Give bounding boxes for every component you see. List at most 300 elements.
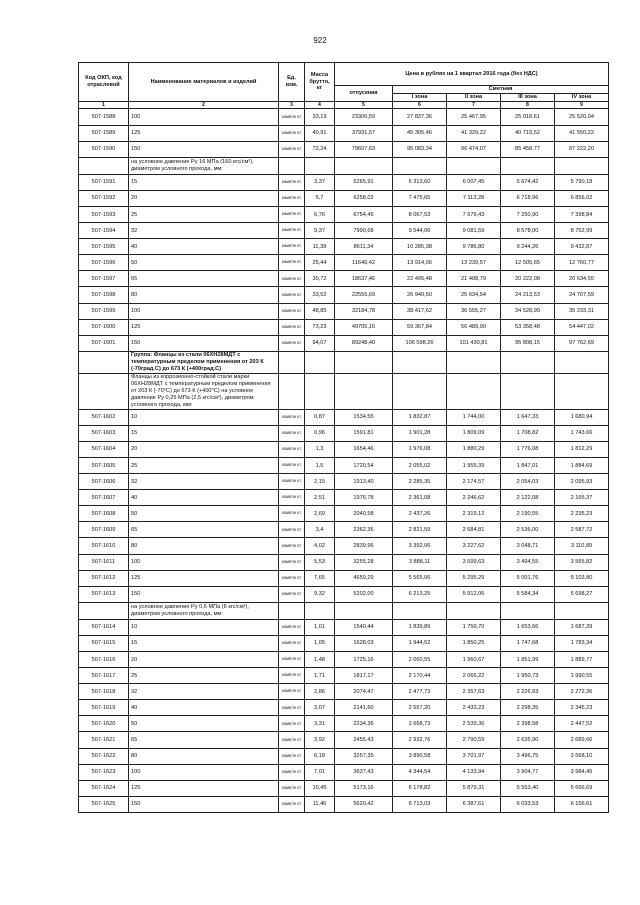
page-number: 922 xyxy=(313,36,327,45)
cell-zone2: 3 227,62 xyxy=(447,538,501,554)
table-row xyxy=(79,223,609,239)
cell-zone4: 2 587,72 xyxy=(555,522,609,538)
column-number: 9 xyxy=(555,101,609,109)
cell-mass: 11,46 xyxy=(305,796,335,812)
cell-zone3: 53 358,48 xyxy=(501,319,555,335)
empty-cell xyxy=(447,157,501,174)
cell-zone3: 1 653,66 xyxy=(501,619,555,635)
column-number: 1 xyxy=(79,101,129,109)
cell-release: 49705,16 xyxy=(335,319,393,335)
cell-name: 40 xyxy=(129,239,279,255)
cell-zone3: 40 719,52 xyxy=(501,125,555,141)
cell-name: 100 xyxy=(129,303,279,319)
table-row xyxy=(79,796,609,812)
empty-cell xyxy=(335,351,393,373)
cell-name: 25 xyxy=(129,457,279,473)
cell-unit: компле кт xyxy=(279,684,305,700)
cell-code: 507-1619 xyxy=(79,700,129,716)
cell-zone2: 41 329,22 xyxy=(447,125,501,141)
header-price: Цена в рублях на 1 квартал 2016 года (без НДС) xyxy=(335,63,609,86)
header-zone2: II зона xyxy=(447,94,501,102)
cell-name: 25 xyxy=(129,668,279,684)
cell-code: 507-1613 xyxy=(79,586,129,602)
cell-mass: 5,53 xyxy=(305,554,335,570)
table-row xyxy=(79,206,609,222)
cell-zone3: 2 190,55 xyxy=(501,506,555,522)
cell-code: 507-1610 xyxy=(79,538,129,554)
cell-zone1: 22 495,48 xyxy=(393,271,447,287)
cell-code: 507-1592 xyxy=(79,190,129,206)
cell-unit: компле кт xyxy=(279,506,305,522)
cell-zone2: 1 809,09 xyxy=(447,425,501,441)
cell-unit: компле кт xyxy=(279,190,305,206)
cell-release: 2839,96 xyxy=(335,538,393,554)
table-row xyxy=(79,125,609,141)
cell-unit: компле кт xyxy=(279,586,305,602)
empty-cell xyxy=(335,157,393,174)
cell-unit: компле кт xyxy=(279,700,305,716)
cell-release: 37931,57 xyxy=(335,125,393,141)
table-row xyxy=(79,619,609,635)
table-row xyxy=(79,141,609,157)
cell-zone1: 4 344,54 xyxy=(393,764,447,780)
cell-unit: компле кт xyxy=(279,303,305,319)
empty-cell xyxy=(335,373,393,409)
cell-code: 507-1598 xyxy=(79,287,129,303)
table-row xyxy=(79,174,609,190)
table-row xyxy=(79,570,609,586)
table-row xyxy=(79,506,609,522)
cell-unit: компле кт xyxy=(279,441,305,457)
cell-mass: 73,23 xyxy=(305,319,335,335)
cell-name: 100 xyxy=(129,109,279,125)
cell-zone1: 2 060,55 xyxy=(393,651,447,667)
cell-zone2: 1 880,29 xyxy=(447,441,501,457)
cell-unit: компле кт xyxy=(279,635,305,651)
cell-unit: компле кт xyxy=(279,619,305,635)
table-row xyxy=(79,239,609,255)
empty-cell xyxy=(555,373,609,409)
cell-zone2: 1 850,25 xyxy=(447,635,501,651)
cell-name: 50 xyxy=(129,506,279,522)
cell-code: 507-1607 xyxy=(79,490,129,506)
empty-cell xyxy=(79,373,129,409)
header-zone1: I зона xyxy=(393,94,447,102)
cell-zone3: 1 776,08 xyxy=(501,441,555,457)
cell-zone3: 1 950,73 xyxy=(501,668,555,684)
cell-zone2: 7 113,28 xyxy=(447,190,501,206)
cell-unit: компле кт xyxy=(279,239,305,255)
cell-zone3: 2 054,03 xyxy=(501,474,555,490)
cell-zone4: 87 222,20 xyxy=(555,141,609,157)
cell-release: 11649,42 xyxy=(335,255,393,271)
cell-zone1: 2 437,26 xyxy=(393,506,447,522)
column-number: 6 xyxy=(393,101,447,109)
cell-unit: компле кт xyxy=(279,651,305,667)
cell-zone1: 2 477,73 xyxy=(393,684,447,700)
cell-unit: компле кт xyxy=(279,141,305,157)
cell-mass: 30,72 xyxy=(305,271,335,287)
cell-zone4: 5 698,27 xyxy=(555,586,609,602)
cell-release: 4659,29 xyxy=(335,570,393,586)
cell-unit: компле кт xyxy=(279,409,305,425)
cell-code: 507-1599 xyxy=(79,303,129,319)
cell-unit: компле кт xyxy=(279,125,305,141)
cell-zone3: 1 847,01 xyxy=(501,457,555,473)
cell-code: 507-1614 xyxy=(79,619,129,635)
cell-unit: компле кт xyxy=(279,570,305,586)
cell-zone4: 2 272,36 xyxy=(555,684,609,700)
column-number: 2 xyxy=(129,101,279,109)
cell-name: 50 xyxy=(129,255,279,271)
cell-release: 23306,59 xyxy=(335,109,393,125)
table-row xyxy=(79,474,609,490)
cell-release: 6754,46 xyxy=(335,206,393,222)
empty-cell xyxy=(501,373,555,409)
cell-code: 507-1597 xyxy=(79,271,129,287)
cell-zone3: 5 674,42 xyxy=(501,174,555,190)
cell-zone2: 1 744,00 xyxy=(447,409,501,425)
cell-code: 507-1605 xyxy=(79,457,129,473)
empty-cell xyxy=(393,602,447,619)
cell-unit: компле кт xyxy=(279,490,305,506)
cell-mass: 2,51 xyxy=(305,490,335,506)
cell-release: 1913,40 xyxy=(335,474,393,490)
table-row xyxy=(79,271,609,287)
cell-code: 507-1604 xyxy=(79,441,129,457)
table-row xyxy=(79,190,609,206)
cell-code: 507-1615 xyxy=(79,635,129,651)
cell-name: 50 xyxy=(129,716,279,732)
cell-zone1: 2 055,02 xyxy=(393,457,447,473)
cell-release: 6258,02 xyxy=(335,190,393,206)
cell-name: 25 xyxy=(129,206,279,222)
cell-zone2: 6 387,61 xyxy=(447,796,501,812)
cell-zone4: 1 680,94 xyxy=(555,409,609,425)
cell-zone4: 2 165,37 xyxy=(555,490,609,506)
cell-zone2: 7 676,43 xyxy=(447,206,501,222)
cell-code: 507-1591 xyxy=(79,174,129,190)
cell-unit: компле кт xyxy=(279,780,305,796)
cell-code: 507-1618 xyxy=(79,684,129,700)
table-row xyxy=(79,748,609,764)
cell-zone1: 2 285,35 xyxy=(393,474,447,490)
cell-mass: 3,92 xyxy=(305,732,335,748)
cell-zone1: 13 914,06 xyxy=(393,255,447,271)
table-row xyxy=(79,255,609,271)
cell-name: 65 xyxy=(129,522,279,538)
empty-cell xyxy=(279,602,305,619)
group-header-row xyxy=(79,351,609,373)
table-row xyxy=(79,538,609,554)
cell-zone4: 2 095,93 xyxy=(555,474,609,490)
cell-name: 150 xyxy=(129,335,279,351)
cell-zone1: 3 888,11 xyxy=(393,554,447,570)
cell-zone1: 3 392,06 xyxy=(393,538,447,554)
cell-zone4: 2 235,23 xyxy=(555,506,609,522)
cell-release: 8611,34 xyxy=(335,239,393,255)
cell-code: 507-1602 xyxy=(79,409,129,425)
cell-zone4: 1 812,29 xyxy=(555,441,609,457)
empty-cell xyxy=(447,351,501,373)
table-row xyxy=(79,409,609,425)
cell-zone4: 2 345,23 xyxy=(555,700,609,716)
cell-name: 100 xyxy=(129,554,279,570)
cell-zone1: 2 557,20 xyxy=(393,700,447,716)
cell-zone4: 1 889,77 xyxy=(555,651,609,667)
cell-zone2: 5 879,31 xyxy=(447,780,501,796)
cell-zone2: 2 539,36 xyxy=(447,716,501,732)
cell-mass: 6,76 xyxy=(305,206,335,222)
table-row xyxy=(79,319,609,335)
empty-cell xyxy=(279,351,305,373)
cell-mass: 6,18 xyxy=(305,748,335,764)
cell-name: 150 xyxy=(129,586,279,602)
cell-zone3: 1 647,33 xyxy=(501,409,555,425)
table-body xyxy=(79,109,609,812)
cell-mass: 1,05 xyxy=(305,635,335,651)
section-row xyxy=(79,602,609,619)
cell-release: 3257,35 xyxy=(335,748,393,764)
cell-zone1: 8 067,53 xyxy=(393,206,447,222)
cell-mass: 7,01 xyxy=(305,764,335,780)
cell-name: 10 xyxy=(129,409,279,425)
cell-name: 40 xyxy=(129,490,279,506)
cell-zone2: 2 319,12 xyxy=(447,506,501,522)
cell-zone3: 25 018,61 xyxy=(501,109,555,125)
cell-code: 507-1616 xyxy=(79,651,129,667)
cell-unit: компле кт xyxy=(279,457,305,473)
cell-mass: 2,15 xyxy=(305,474,335,490)
cell-unit: компле кт xyxy=(279,287,305,303)
cell-zone3: 2 398,58 xyxy=(501,716,555,732)
cell-zone4: 8 752,99 xyxy=(555,223,609,239)
cell-name: 32 xyxy=(129,474,279,490)
cell-name: 125 xyxy=(129,570,279,586)
empty-cell xyxy=(447,602,501,619)
section-title: на условное давление Ру 0,6 МПа (6 кгс/см²), диаметром условного прохода, мм: xyxy=(129,602,279,619)
cell-zone2: 96 474,07 xyxy=(447,141,501,157)
cell-code: 507-1593 xyxy=(79,206,129,222)
cell-mass: 48,85 xyxy=(305,303,335,319)
cell-mass: 9,37 xyxy=(305,223,335,239)
cell-zone4: 97 762,69 xyxy=(555,335,609,351)
cell-name: 10 xyxy=(129,619,279,635)
cell-name: 80 xyxy=(129,287,279,303)
cell-zone3: 95 808,15 xyxy=(501,335,555,351)
column-number: 3 xyxy=(279,101,305,109)
cell-release: 5173,16 xyxy=(335,780,393,796)
cell-release: 1534,55 xyxy=(335,409,393,425)
cell-zone1: 7 475,65 xyxy=(393,190,447,206)
cell-zone3: 85 458,77 xyxy=(501,141,555,157)
cell-name: 80 xyxy=(129,538,279,554)
cell-unit: компле кт xyxy=(279,748,305,764)
header-zone4: IV зона xyxy=(555,94,609,102)
cell-release: 5202,00 xyxy=(335,586,393,602)
cell-mass: 1,71 xyxy=(305,668,335,684)
cell-release: 2141,60 xyxy=(335,700,393,716)
cell-zone2: 3 699,63 xyxy=(447,554,501,570)
header-code: Код ОКП, код отраслевой xyxy=(79,63,129,102)
cell-name: 65 xyxy=(129,732,279,748)
cell-code: 507-1600 xyxy=(79,319,129,335)
cell-release: 2074,47 xyxy=(335,684,393,700)
cell-zone1: 6 713,03 xyxy=(393,796,447,812)
cell-release: 3255,28 xyxy=(335,554,393,570)
cell-zone2: 2 065,22 xyxy=(447,668,501,684)
cell-unit: компле кт xyxy=(279,255,305,271)
cell-zone4: 3 984,45 xyxy=(555,764,609,780)
cell-zone1: 95 083,34 xyxy=(393,141,447,157)
cell-zone3: 6 718,96 xyxy=(501,190,555,206)
cell-unit: компле кт xyxy=(279,319,305,335)
cell-release: 2040,58 xyxy=(335,506,393,522)
empty-cell xyxy=(555,157,609,174)
cell-zone2: 25 467,95 xyxy=(447,109,501,125)
cell-zone1: 38 417,62 xyxy=(393,303,447,319)
cell-zone3: 5 584,34 xyxy=(501,586,555,602)
cell-code: 507-1622 xyxy=(79,748,129,764)
table-row xyxy=(79,716,609,732)
cell-unit: компле кт xyxy=(279,554,305,570)
cell-name: 32 xyxy=(129,684,279,700)
cell-zone3: 3 494,55 xyxy=(501,554,555,570)
cell-code: 507-1588 xyxy=(79,109,129,125)
cell-code: 507-1596 xyxy=(79,255,129,271)
cell-mass: 2,69 xyxy=(305,506,335,522)
cell-zone2: 4 133,94 xyxy=(447,764,501,780)
cell-unit: компле кт xyxy=(279,271,305,287)
cell-zone2: 25 634,54 xyxy=(447,287,501,303)
table-row xyxy=(79,554,609,570)
cell-release: 1720,54 xyxy=(335,457,393,473)
cell-zone3: 2 536,00 xyxy=(501,522,555,538)
cell-code: 507-1611 xyxy=(79,554,129,570)
empty-cell xyxy=(393,351,447,373)
table-row xyxy=(79,700,609,716)
cell-release: 5265,91 xyxy=(335,174,393,190)
cell-name: 65 xyxy=(129,271,279,287)
cell-zone4: 5 666,69 xyxy=(555,780,609,796)
cell-zone2: 2 790,59 xyxy=(447,732,501,748)
cell-code: 507-1624 xyxy=(79,780,129,796)
cell-code: 507-1594 xyxy=(79,223,129,239)
cell-zone4: 5 103,80 xyxy=(555,570,609,586)
table-row xyxy=(79,764,609,780)
cell-mass: 11,39 xyxy=(305,239,335,255)
cell-zone2: 101 430,81 xyxy=(447,335,501,351)
cell-zone3: 6 033,53 xyxy=(501,796,555,812)
cell-zone3: 9 244,26 xyxy=(501,239,555,255)
cell-name: 100 xyxy=(129,764,279,780)
table-row xyxy=(79,668,609,684)
cell-release: 32184,78 xyxy=(335,303,393,319)
table-row xyxy=(79,732,609,748)
cell-name: 32 xyxy=(129,223,279,239)
cell-name: 15 xyxy=(129,635,279,651)
cell-zone2: 2 433,23 xyxy=(447,700,501,716)
empty-cell xyxy=(305,157,335,174)
cell-zone4: 1 990,55 xyxy=(555,668,609,684)
cell-zone4: 1 687,39 xyxy=(555,619,609,635)
cell-zone4: 1 743,66 xyxy=(555,425,609,441)
cell-code: 507-1608 xyxy=(79,506,129,522)
cell-code: 507-1621 xyxy=(79,732,129,748)
column-number: 8 xyxy=(501,101,555,109)
cell-zone3: 2 635,90 xyxy=(501,732,555,748)
cell-zone4: 35 233,31 xyxy=(555,303,609,319)
cell-zone2: 2 684,81 xyxy=(447,522,501,538)
cell-zone4: 41 550,22 xyxy=(555,125,609,141)
cell-mass: 1,3 xyxy=(305,441,335,457)
cell-name: 20 xyxy=(129,651,279,667)
cell-name: 20 xyxy=(129,441,279,457)
cell-zone4: 20 634,55 xyxy=(555,271,609,287)
cell-zone4: 6 156,61 xyxy=(555,796,609,812)
cell-zone1: 27 837,36 xyxy=(393,109,447,125)
cell-name: 15 xyxy=(129,174,279,190)
cell-zone1: 5 565,06 xyxy=(393,570,447,586)
cell-unit: компле кт xyxy=(279,668,305,684)
cell-zone3: 1 851,99 xyxy=(501,651,555,667)
empty-cell xyxy=(335,602,393,619)
empty-cell xyxy=(555,602,609,619)
section-title: Фланцы из коррозионно-стойкой стали марки 06ХН28МДТ с температурным пределом применения от 203 К (-70°С) до 673 К (+400°С) на условное давление Ру 0,25 МПа (2,5 кгс/см²), диаметром условного прохода, мм: xyxy=(129,373,279,409)
cell-zone1: 10 285,38 xyxy=(393,239,447,255)
cell-mass: 4,02 xyxy=(305,538,335,554)
table-row xyxy=(79,425,609,441)
cell-zone1: 2 361,08 xyxy=(393,490,447,506)
cell-zone2: 21 408,79 xyxy=(447,271,501,287)
cell-mass: 33,52 xyxy=(305,287,335,303)
price-table xyxy=(78,62,609,813)
cell-zone4: 1 884,69 xyxy=(555,457,609,473)
cell-unit: компле кт xyxy=(279,174,305,190)
cell-zone2: 6 007,45 xyxy=(447,174,501,190)
cell-release: 22555,69 xyxy=(335,287,393,303)
cell-unit: компле кт xyxy=(279,538,305,554)
cell-unit: компле кт xyxy=(279,796,305,812)
cell-mass: 5,7 xyxy=(305,190,335,206)
cell-name: 150 xyxy=(129,796,279,812)
cell-zone1: 1 839,89 xyxy=(393,619,447,635)
empty-cell xyxy=(501,157,555,174)
cell-name: 20 xyxy=(129,190,279,206)
group-title: Группа: Фланцы из стали 06ХН28МДТ с температурным пределом применения от 203 К (-70град.С) до 673 К (+400град.С) xyxy=(129,351,279,373)
cell-unit: компле кт xyxy=(279,206,305,222)
cell-release: 1540,44 xyxy=(335,619,393,635)
cell-zone4: 3 568,10 xyxy=(555,748,609,764)
cell-code: 507-1617 xyxy=(79,668,129,684)
cell-zone3: 2 298,35 xyxy=(501,700,555,716)
table-row xyxy=(79,522,609,538)
cell-zone4: 54 447,02 xyxy=(555,319,609,335)
section-row xyxy=(79,373,609,409)
cell-unit: компле кт xyxy=(279,335,305,351)
empty-cell xyxy=(279,373,305,409)
cell-release: 1591,81 xyxy=(335,425,393,441)
cell-zone2: 1 960,67 xyxy=(447,651,501,667)
cell-release: 2362,36 xyxy=(335,522,393,538)
cell-zone1: 2 821,59 xyxy=(393,522,447,538)
cell-zone1: 6 213,25 xyxy=(393,586,447,602)
table-row xyxy=(79,635,609,651)
cell-zone2: 5 912,06 xyxy=(447,586,501,602)
cell-mass: 40,91 xyxy=(305,125,335,141)
cell-zone1: 1 944,52 xyxy=(393,635,447,651)
table-row xyxy=(79,651,609,667)
